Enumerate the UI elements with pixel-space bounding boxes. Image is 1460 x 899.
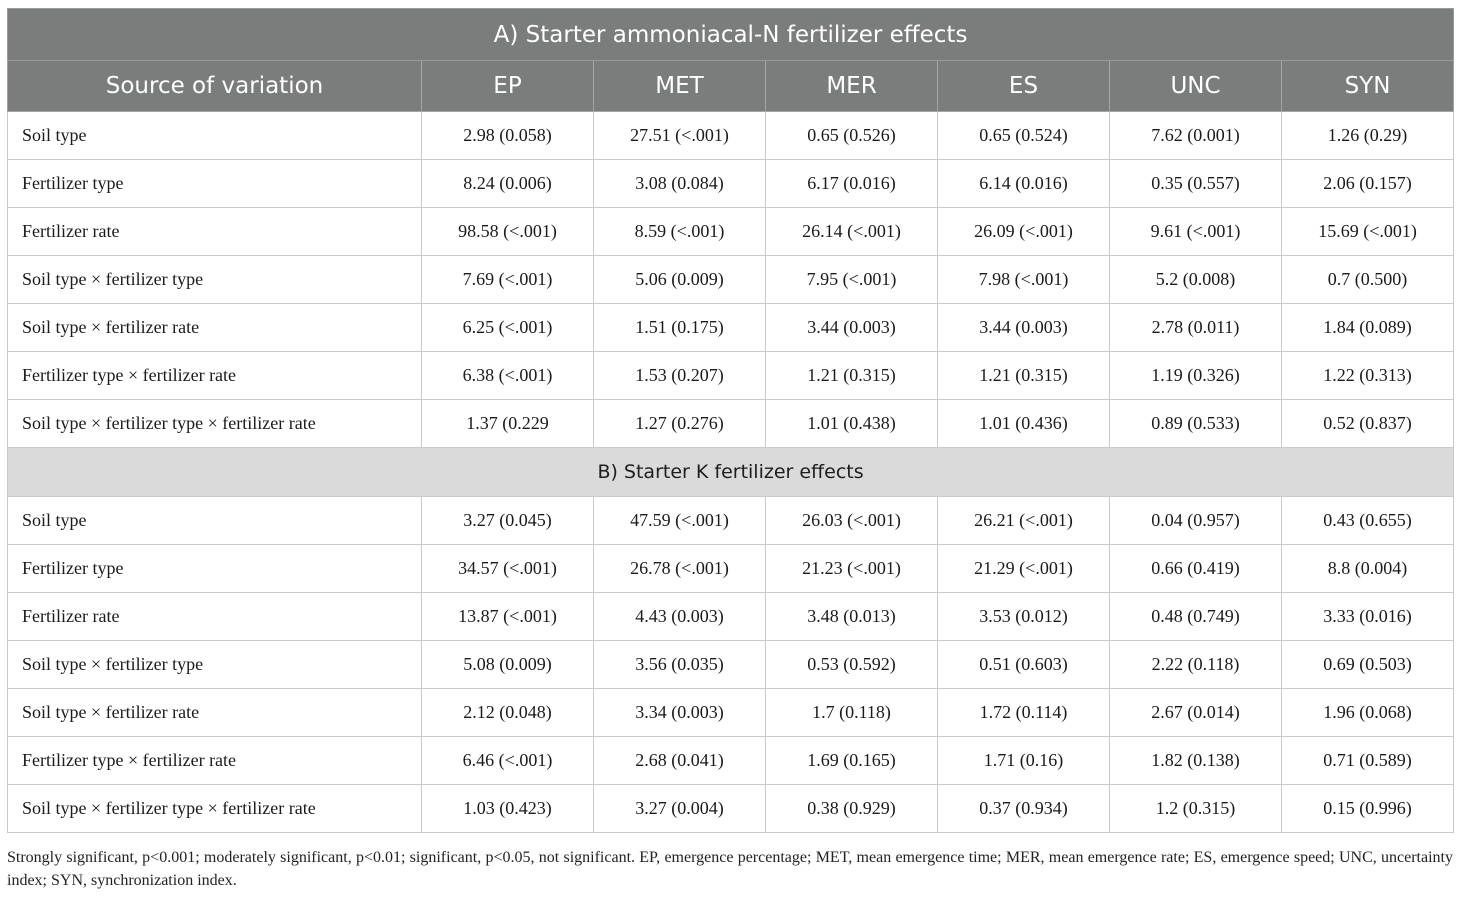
statistic-cell: 1.72 (0.114) (938, 689, 1110, 737)
statistic-cell: 0.53 (0.592) (766, 641, 938, 689)
section-a-table-row (8, 256, 1454, 304)
statistic-cell: 1.01 (0.438) (766, 400, 938, 448)
section-b-table-row (8, 497, 1454, 545)
statistic-cell: 2.22 (0.118) (1110, 641, 1282, 689)
section-b-table-row (8, 785, 1454, 833)
statistic-cell: 1.84 (0.089) (1282, 304, 1454, 352)
section-a-body (8, 112, 1454, 448)
column-header-ep: EP (422, 61, 594, 112)
section-b-title: B) Starter K fertilizer effects (8, 448, 1454, 497)
statistic-cell: 6.14 (0.016) (938, 160, 1110, 208)
statistic-cell: 0.51 (0.603) (938, 641, 1110, 689)
section-b-body (8, 497, 1454, 833)
statistic-cell: 0.43 (0.655) (1282, 497, 1454, 545)
statistic-cell: 7.69 (<.001) (422, 256, 594, 304)
section-b-table-row (8, 737, 1454, 785)
statistic-cell: 3.27 (0.045) (422, 497, 594, 545)
column-header-unc: UNC (1110, 61, 1282, 112)
statistic-cell: 2.68 (0.041) (594, 737, 766, 785)
section-b-table-row (8, 641, 1454, 689)
statistic-cell: 2.98 (0.058) (422, 112, 594, 160)
source-of-variation-cell: Soil type × fertilizer type × fertilizer rate (8, 400, 422, 448)
source-of-variation-cell: Soil type (8, 497, 422, 545)
statistic-cell: 15.69 (<.001) (1282, 208, 1454, 256)
statistic-cell: 0.38 (0.929) (766, 785, 938, 833)
statistic-cell: 1.51 (0.175) (594, 304, 766, 352)
statistic-cell: 47.59 (<.001) (594, 497, 766, 545)
statistic-cell: 0.69 (0.503) (1282, 641, 1454, 689)
statistic-cell: 98.58 (<.001) (422, 208, 594, 256)
statistic-cell: 3.53 (0.012) (938, 593, 1110, 641)
source-of-variation-cell: Soil type × fertilizer rate (8, 689, 422, 737)
statistic-cell: 1.19 (0.326) (1110, 352, 1282, 400)
statistic-cell: 1.37 (0.229 (422, 400, 594, 448)
source-of-variation-cell: Soil type × fertilizer type (8, 641, 422, 689)
section-b-header (8, 448, 1454, 497)
statistic-cell: 26.09 (<.001) (938, 208, 1110, 256)
statistic-cell: 1.21 (0.315) (938, 352, 1110, 400)
statistic-cell: 0.48 (0.749) (1110, 593, 1282, 641)
statistic-cell: 34.57 (<.001) (422, 545, 594, 593)
statistic-cell: 13.87 (<.001) (422, 593, 594, 641)
source-of-variation-cell: Fertilizer type (8, 160, 422, 208)
statistic-cell: 1.27 (0.276) (594, 400, 766, 448)
statistic-cell: 3.44 (0.003) (938, 304, 1110, 352)
source-of-variation-cell: Fertilizer type × fertilizer rate (8, 737, 422, 785)
statistic-cell: 0.37 (0.934) (938, 785, 1110, 833)
statistic-cell: 3.33 (0.016) (1282, 593, 1454, 641)
statistic-cell: 5.08 (0.009) (422, 641, 594, 689)
statistic-cell: 26.14 (<.001) (766, 208, 938, 256)
statistic-cell: 7.95 (<.001) (766, 256, 938, 304)
statistic-cell: 3.44 (0.003) (766, 304, 938, 352)
statistic-cell: 27.51 (<.001) (594, 112, 766, 160)
column-header-source: Source of variation (8, 61, 422, 112)
statistic-cell: 21.23 (<.001) (766, 545, 938, 593)
statistic-cell: 1.2 (0.315) (1110, 785, 1282, 833)
section-b-title-row (8, 448, 1454, 497)
statistic-cell: 3.34 (0.003) (594, 689, 766, 737)
statistic-cell: 1.01 (0.436) (938, 400, 1110, 448)
section-a-title: A) Starter ammoniacal-N fertilizer effects (8, 9, 1454, 61)
statistic-cell: 0.52 (0.837) (1282, 400, 1454, 448)
statistic-cell: 6.17 (0.016) (766, 160, 938, 208)
column-header-syn: SYN (1282, 61, 1454, 112)
section-a-table-row (8, 208, 1454, 256)
statistic-cell: 0.89 (0.533) (1110, 400, 1282, 448)
statistic-cell: 6.38 (<.001) (422, 352, 594, 400)
section-a-table-row (8, 400, 1454, 448)
statistic-cell: 3.27 (0.004) (594, 785, 766, 833)
statistic-cell: 3.48 (0.013) (766, 593, 938, 641)
statistic-cell: 0.65 (0.524) (938, 112, 1110, 160)
statistic-cell: 4.43 (0.003) (594, 593, 766, 641)
section-a-table-row (8, 304, 1454, 352)
source-of-variation-cell: Soil type × fertilizer rate (8, 304, 422, 352)
column-header-mer: MER (766, 61, 938, 112)
statistic-cell: 1.03 (0.423) (422, 785, 594, 833)
statistic-cell: 0.04 (0.957) (1110, 497, 1282, 545)
statistic-cell: 2.78 (0.011) (1110, 304, 1282, 352)
statistic-cell: 2.67 (0.014) (1110, 689, 1282, 737)
statistic-cell: 3.56 (0.035) (594, 641, 766, 689)
source-of-variation-cell: Fertilizer type (8, 545, 422, 593)
statistic-cell: 6.25 (<.001) (422, 304, 594, 352)
statistic-cell: 8.24 (0.006) (422, 160, 594, 208)
statistic-cell: 0.66 (0.419) (1110, 545, 1282, 593)
statistic-cell: 2.12 (0.048) (422, 689, 594, 737)
source-of-variation-cell: Fertilizer rate (8, 593, 422, 641)
statistic-cell: 1.7 (0.118) (766, 689, 938, 737)
statistic-cell: 1.22 (0.313) (1282, 352, 1454, 400)
statistic-cell: 0.65 (0.526) (766, 112, 938, 160)
table-footnote: Strongly significant, p<0.001; moderately significant, p<0.01; significant, p<0.05, not significant. EP, emergence percentage; MET, mean emergence time; MER, mean emergence rate; ES, emergence speed; UNC, uncertainty index; SYN, synchronization index. (7, 849, 1453, 889)
statistic-cell: 0.15 (0.996) (1282, 785, 1454, 833)
statistic-cell: 1.82 (0.138) (1110, 737, 1282, 785)
section-a-table-row (8, 112, 1454, 160)
column-header-met: MET (594, 61, 766, 112)
statistic-cell: 0.71 (0.589) (1282, 737, 1454, 785)
statistic-cell: 8.59 (<.001) (594, 208, 766, 256)
source-of-variation-cell: Soil type × fertilizer type × fertilizer rate (8, 785, 422, 833)
anova-table-container (7, 8, 1453, 833)
statistic-cell: 3.08 (0.084) (594, 160, 766, 208)
column-header-es: ES (938, 61, 1110, 112)
section-b-table-row (8, 545, 1454, 593)
section-a-title-row (8, 9, 1454, 61)
statistic-cell: 1.71 (0.16) (938, 737, 1110, 785)
statistic-cell: 21.29 (<.001) (938, 545, 1110, 593)
statistic-cell: 1.69 (0.165) (766, 737, 938, 785)
statistic-cell: 0.7 (0.500) (1282, 256, 1454, 304)
section-b-table-row (8, 689, 1454, 737)
statistic-cell: 8.8 (0.004) (1282, 545, 1454, 593)
source-of-variation-cell: Soil type × fertilizer type (8, 256, 422, 304)
statistic-cell: 1.21 (0.315) (766, 352, 938, 400)
section-a-table-row (8, 160, 1454, 208)
statistic-cell: 1.26 (0.29) (1282, 112, 1454, 160)
source-of-variation-cell: Fertilizer rate (8, 208, 422, 256)
statistic-cell: 9.61 (<.001) (1110, 208, 1282, 256)
statistic-cell: 1.53 (0.207) (594, 352, 766, 400)
statistic-cell: 5.2 (0.008) (1110, 256, 1282, 304)
statistic-cell: 7.98 (<.001) (938, 256, 1110, 304)
statistic-cell: 6.46 (<.001) (422, 737, 594, 785)
source-of-variation-cell: Fertilizer type × fertilizer rate (8, 352, 422, 400)
anova-table (7, 8, 1454, 833)
column-header-row (8, 61, 1454, 112)
statistic-cell: 7.62 (0.001) (1110, 112, 1282, 160)
statistic-cell: 0.35 (0.557) (1110, 160, 1282, 208)
statistic-cell: 26.78 (<.001) (594, 545, 766, 593)
statistic-cell: 26.21 (<.001) (938, 497, 1110, 545)
section-a-table-row (8, 352, 1454, 400)
section-b-table-row (8, 593, 1454, 641)
statistic-cell: 2.06 (0.157) (1282, 160, 1454, 208)
statistic-cell: 1.96 (0.068) (1282, 689, 1454, 737)
statistic-cell: 5.06 (0.009) (594, 256, 766, 304)
source-of-variation-cell: Soil type (8, 112, 422, 160)
statistic-cell: 26.03 (<.001) (766, 497, 938, 545)
